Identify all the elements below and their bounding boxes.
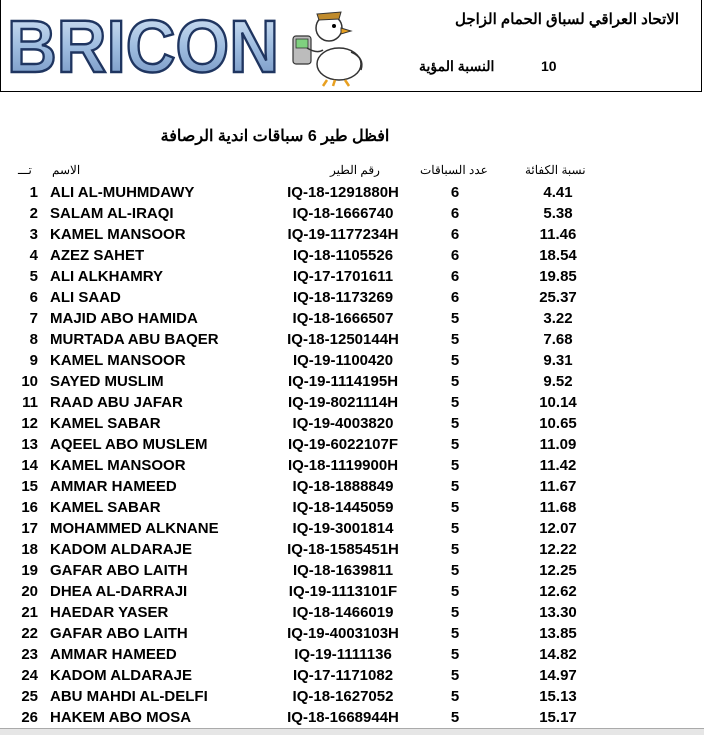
row-seq: 2 bbox=[29, 205, 38, 222]
row-race-count: 5 bbox=[450, 625, 460, 642]
row-race-count: 5 bbox=[450, 436, 460, 453]
row-race-count: 5 bbox=[450, 457, 460, 474]
row-ring-number: IQ-19-8021114H bbox=[287, 394, 399, 411]
row-seq: 16 bbox=[21, 499, 38, 516]
row-seq: 19 bbox=[21, 562, 38, 579]
row-efficiency: 11.68 bbox=[539, 499, 577, 516]
row-efficiency: 13.30 bbox=[539, 604, 577, 621]
table-row bbox=[0, 266, 704, 287]
row-seq: 14 bbox=[21, 457, 38, 474]
row-ring-number: IQ-18-1119900H bbox=[287, 457, 399, 474]
row-efficiency: 25.37 bbox=[539, 289, 577, 306]
row-ring-number: IQ-19-1113101F bbox=[288, 583, 398, 600]
row-race-count: 5 bbox=[450, 688, 460, 705]
report-subtitle: افظل طير 6 سباقات اندية الرصافة bbox=[160, 128, 390, 145]
row-seq: 20 bbox=[21, 583, 38, 600]
row-ring-number: IQ-18-1639811 bbox=[292, 562, 394, 579]
row-ring-number: IQ-17-1701611 bbox=[292, 268, 394, 285]
row-race-count: 5 bbox=[450, 478, 460, 495]
row-name: ALI SAAD bbox=[50, 289, 121, 306]
row-race-count: 5 bbox=[450, 646, 460, 663]
row-efficiency: 3.22 bbox=[543, 310, 573, 327]
row-efficiency: 9.31 bbox=[543, 352, 573, 369]
column-header-name: الاسم bbox=[52, 163, 81, 177]
bricon-logo bbox=[3, 2, 293, 88]
row-seq: 13 bbox=[21, 436, 38, 453]
pigeon-mascot-icon bbox=[289, 2, 369, 88]
row-efficiency: 19.85 bbox=[539, 268, 577, 285]
row-name: HAKEM ABO MOSA bbox=[50, 709, 192, 726]
row-race-count: 5 bbox=[450, 604, 460, 621]
column-header-efficiency: نسبة الكفائة bbox=[525, 163, 586, 177]
row-seq: 23 bbox=[21, 646, 38, 663]
table-row bbox=[0, 245, 704, 266]
table-row bbox=[0, 623, 704, 644]
row-seq: 1 bbox=[29, 184, 38, 201]
row-efficiency: 11.09 bbox=[539, 436, 577, 453]
row-ring-number: IQ-18-1666740 bbox=[292, 205, 394, 222]
row-efficiency: 11.67 bbox=[539, 478, 577, 495]
row-efficiency: 15.17 bbox=[539, 709, 577, 726]
row-name: ALI ALKHAMRY bbox=[50, 268, 164, 285]
row-efficiency: 12.25 bbox=[539, 562, 577, 579]
percent-label: النسبة المؤية bbox=[419, 58, 495, 74]
row-race-count: 6 bbox=[450, 268, 460, 285]
table-row bbox=[0, 371, 704, 392]
table-row bbox=[0, 707, 704, 728]
row-name: MURTADA ABU BAQER bbox=[50, 331, 219, 348]
row-race-count: 5 bbox=[450, 562, 460, 579]
row-efficiency: 12.07 bbox=[539, 520, 577, 537]
table-row bbox=[0, 602, 704, 623]
column-header-races: عدد السباقات bbox=[420, 163, 488, 177]
row-ring-number: IQ-19-1177234H bbox=[287, 226, 399, 243]
row-seq: 9 bbox=[29, 352, 38, 369]
row-ring-number: IQ-19-4003820 bbox=[292, 415, 394, 432]
table-row bbox=[0, 560, 704, 581]
row-seq: 11 bbox=[22, 394, 38, 411]
table-row bbox=[0, 455, 704, 476]
row-efficiency: 14.82 bbox=[539, 646, 577, 663]
row-ring-number: IQ-19-4003103H bbox=[287, 625, 399, 642]
table-row bbox=[0, 350, 704, 371]
table-row bbox=[0, 644, 704, 665]
org-title: الاتحاد العراقي لسباق الحمام الزاجل bbox=[454, 11, 679, 28]
row-name: KAMEL SABAR bbox=[50, 499, 161, 516]
row-race-count: 5 bbox=[450, 499, 460, 516]
row-name: AZEZ SAHET bbox=[50, 247, 145, 264]
row-efficiency: 7.68 bbox=[543, 331, 573, 348]
table-row bbox=[0, 308, 704, 329]
row-race-count: 5 bbox=[450, 709, 460, 726]
row-ring-number: IQ-18-1445059 bbox=[292, 499, 394, 516]
row-efficiency: 4.41 bbox=[543, 184, 573, 201]
row-efficiency: 13.85 bbox=[539, 625, 577, 642]
row-seq: 18 bbox=[21, 541, 38, 558]
row-ring-number: IQ-18-1466019 bbox=[292, 604, 394, 621]
row-seq: 25 bbox=[21, 688, 38, 705]
row-race-count: 5 bbox=[450, 541, 460, 558]
row-race-count: 5 bbox=[450, 415, 460, 432]
table-row bbox=[0, 182, 704, 203]
row-ring-number: IQ-19-6022107F bbox=[287, 436, 399, 453]
row-race-count: 5 bbox=[450, 310, 460, 327]
table-row bbox=[0, 665, 704, 686]
row-seq: 24 bbox=[21, 667, 38, 684]
row-efficiency: 12.62 bbox=[539, 583, 577, 600]
row-seq: 22 bbox=[21, 625, 38, 642]
row-efficiency: 15.13 bbox=[539, 688, 577, 705]
row-race-count: 5 bbox=[450, 352, 460, 369]
row-seq: 26 bbox=[21, 709, 38, 726]
table-row bbox=[0, 581, 704, 602]
row-name: KAMEL SABAR bbox=[50, 415, 161, 432]
row-ring-number: IQ-18-1668944H bbox=[287, 709, 399, 726]
row-name: ABU MAHDI AL-DELFI bbox=[50, 688, 208, 705]
column-header-ring: رقم الطير bbox=[330, 163, 380, 177]
table-row bbox=[0, 518, 704, 539]
table-row bbox=[0, 224, 704, 245]
row-efficiency: 10.65 bbox=[539, 415, 577, 432]
row-ring-number: IQ-18-1627052 bbox=[292, 688, 394, 705]
row-ring-number: IQ-19-1100420 bbox=[292, 352, 394, 369]
row-ring-number: IQ-18-1888849 bbox=[292, 478, 394, 495]
table-row bbox=[0, 476, 704, 497]
results-table bbox=[0, 182, 704, 728]
table-row bbox=[0, 287, 704, 308]
table-row bbox=[0, 539, 704, 560]
row-name: KAMEL MANSOOR bbox=[50, 226, 186, 243]
row-ring-number: IQ-18-1173269 bbox=[292, 289, 394, 306]
row-name: KAMEL MANSOOR bbox=[50, 457, 186, 474]
row-ring-number: IQ-18-1105526 bbox=[292, 247, 394, 264]
row-race-count: 6 bbox=[450, 205, 460, 222]
row-name: HAEDAR YASER bbox=[50, 604, 169, 621]
row-race-count: 6 bbox=[450, 184, 460, 201]
row-ring-number: IQ-18-1291880H bbox=[287, 184, 399, 201]
row-seq: 3 bbox=[29, 226, 38, 243]
row-name: RAAD ABU JAFAR bbox=[50, 394, 183, 411]
row-ring-number: IQ-17-1171082 bbox=[292, 667, 394, 684]
row-name: DHEA AL-DARRAJI bbox=[50, 583, 188, 600]
row-name: MOHAMMED ALKNANE bbox=[50, 520, 219, 537]
row-name: GAFAR ABO LAITH bbox=[50, 625, 188, 642]
table-row bbox=[0, 392, 704, 413]
row-seq: 5 bbox=[29, 268, 38, 285]
row-seq: 12 bbox=[21, 415, 38, 432]
table-row bbox=[0, 329, 704, 350]
row-name: SALAM AL-IRAQI bbox=[50, 205, 174, 222]
row-name: KADOM ALDARAJE bbox=[50, 541, 192, 558]
row-name: SAYED MUSLIM bbox=[50, 373, 164, 390]
row-ring-number: IQ-19-1111136 bbox=[294, 646, 392, 663]
row-ring-number: IQ-18-1666507 bbox=[292, 310, 394, 327]
row-name: KADOM ALDARAJE bbox=[50, 667, 192, 684]
row-seq: 7 bbox=[29, 310, 38, 327]
row-efficiency: 10.14 bbox=[539, 394, 577, 411]
row-race-count: 5 bbox=[450, 520, 460, 537]
row-name: MAJID ABO HAMIDA bbox=[50, 310, 198, 327]
row-name: AMMAR HAMEED bbox=[50, 478, 177, 495]
row-seq: 21 bbox=[21, 604, 38, 621]
row-efficiency: 11.46 bbox=[539, 226, 577, 243]
row-seq: 6 bbox=[29, 289, 38, 306]
row-name: GAFAR ABO LAITH bbox=[50, 562, 188, 579]
row-efficiency: 14.97 bbox=[539, 667, 577, 684]
row-name: AQEEL ABO MUSLEM bbox=[50, 436, 208, 453]
row-efficiency: 18.54 bbox=[539, 247, 577, 264]
row-race-count: 5 bbox=[450, 331, 460, 348]
row-race-count: 6 bbox=[450, 289, 460, 306]
row-race-count: 5 bbox=[450, 373, 460, 390]
row-seq: 17 bbox=[21, 520, 38, 537]
row-seq: 15 bbox=[21, 478, 38, 495]
row-name: KAMEL MANSOOR bbox=[50, 352, 186, 369]
row-efficiency: 9.52 bbox=[543, 373, 573, 390]
row-race-count: 5 bbox=[450, 394, 460, 411]
column-header-seq: تـــ bbox=[18, 163, 32, 177]
row-seq: 10 bbox=[21, 373, 38, 390]
row-ring-number: IQ-18-1585451H bbox=[287, 541, 399, 558]
logo-text: BRICON bbox=[7, 5, 279, 88]
table-row bbox=[0, 203, 704, 224]
table-row bbox=[0, 497, 704, 518]
table-row bbox=[0, 686, 704, 707]
table-row bbox=[0, 434, 704, 455]
row-seq: 4 bbox=[29, 247, 38, 264]
row-race-count: 5 bbox=[450, 667, 460, 684]
table-row bbox=[0, 413, 704, 434]
percent-value: 10 bbox=[541, 58, 557, 74]
row-ring-number: IQ-19-3001814 bbox=[292, 520, 394, 537]
row-name: AMMAR HAMEED bbox=[50, 646, 177, 663]
row-efficiency: 5.38 bbox=[543, 205, 573, 222]
row-race-count: 5 bbox=[450, 583, 460, 600]
row-efficiency: 12.22 bbox=[539, 541, 577, 558]
row-name: ALI AL-MUHMDAWY bbox=[50, 184, 195, 201]
row-ring-number: IQ-18-1250144H bbox=[287, 331, 399, 348]
row-ring-number: IQ-19-1114195H bbox=[287, 373, 399, 390]
row-race-count: 6 bbox=[450, 226, 460, 243]
row-race-count: 6 bbox=[450, 247, 460, 264]
row-seq: 8 bbox=[29, 331, 38, 348]
row-efficiency: 11.42 bbox=[539, 457, 577, 474]
report-header bbox=[0, 0, 702, 92]
